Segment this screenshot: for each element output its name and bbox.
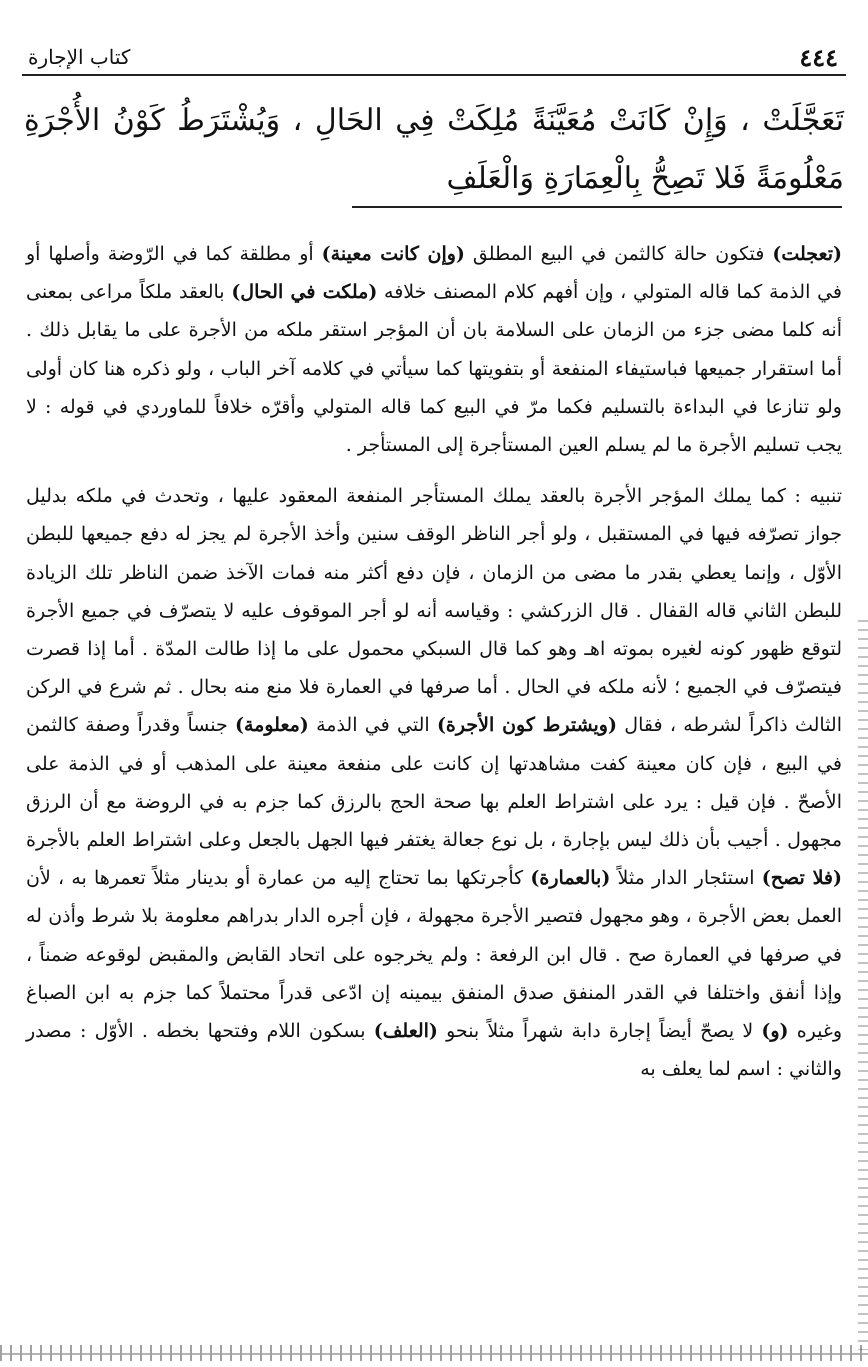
running-title: كتاب الإجارة [28,45,131,69]
matn-separator-rule [352,206,842,208]
bold-quoted-matn: (ملكت في الحال) [231,281,378,304]
commentary-text: بسكون اللام وفتحها بخطه . الأوّل : مصدر والثاني : اسم لما يعلف به [26,1020,842,1081]
bold-quoted-matn: (تعجلت) [772,243,842,265]
matn-text: تَعَجَّلَتْ ، وَإِنْ كَانَتْ مُعَيَّنَةً مُلِكَتْ فِي الحَالِ ، وَيُشْتَرَطُ كَوْنُ الأُجْرَةِ مَعْلُومَةً فَلا تَصِحُّ بِالْعِمَارَةِ وَالْعَلَفِ [24,103,844,196]
bold-quoted-matn: (ويشترط كون الأجرة) [436,714,617,737]
decorative-side-border [858,620,868,1350]
page-number: ٤٤٤ [799,42,838,72]
bold-quoted-matn: (بالعمارة) [530,867,611,890]
commentary-text: أو مطلقة كما في الرّوضة وأصلها أو في الذمة كما قاله المتولي ، وإن أفهم كلام المصنف خلافه [26,243,842,304]
bold-quoted-matn: (فلا تصح) [761,867,843,890]
commentary [26,235,842,1088]
page-header [22,40,846,76]
bold-quoted-matn: (وإن كانت معينة) [321,243,465,265]
commentary-text: بالعقد ملكاً مراعى بمعنى أنه كلما مضى جزء من الزمان على السلامة بان أن المؤجر استقر ملكه من الأجرة على ما يقابل ذلك . أما استقرار جميعها فباستيفاء المنفعة أو بتفويتها كما سيأتي في كلامه آخر الباب ، ولو ذكره هنا كان أولى ولو تنازعا في البداءة بالتسليم فكما مرّ في البيع كما قاله المتولي وأقرّه خلافاً للماوردي في قوله : لا يجب تسليم الأجرة ما لم يسلم العين المستأجرة إلى المستأجر . [26,281,842,457]
commentary-text: لا يصحّ أيضاً إجارة دابة شهراً مثلاً بنحو [437,1020,762,1043]
commentary-text: تنبيه : كما يملك المؤجر الأجرة بالعقد يملك المستأجر المنفعة المعقود عليها ، وتحدث في ملكه بدليل جواز تصرّفه فيها في المستقبل ، ولو أجر الناظر الوقف سنين وأخذ الأجرة لم يجز له دفع جميعها للبطن الأوّل ، وإنما يعطي بقدر ما مضى من الزمان ، فإن دفع أكثر منه فمات الآخذ ضمن الناظر تلك الزيادة للبطن الثاني قاله القفال . قال الزركشي : وقياسه أنه لو أجر الموقوف عليه لا يتصرّف في جميع الأجرة لتوقع ظهور كونه لغيره بموته اهـ وهو كما قال السبكي محمول على ما إذا طالت المدّة . أما إذا قصرت فيتصرّف في الجميع ؛ لأنه ملكه في الحال . أما صرفها في العمارة فلا منع منه بحال . ثم شرع في الركن الثالث ذاكراً لشرطه ، فقال [26,485,842,737]
commentary-text: جنساً وقدراً وصفة كالثمن في البيع ، فإن كان معينة كفت مشاهدتها إن كانت على منفعة معينة على المذهب أو في الذمة على الأصحّ . فإن قيل : يرد على اشتراط العلم بها صحة الحج بالرزق كما جزم به في الروضة مع أن الرزق مجهول . أجيب بأن ذلك ليس بإجارة ، بل نوع جعالة يغتفر فيها الجهل بالجعل وعلى اشتراط العلم بالأجرة [26,714,842,852]
bold-quoted-matn: (العلف) [373,1020,438,1043]
commentary-paragraph-2 [26,477,842,1088]
commentary-paragraph-1 [26,235,842,464]
commentary-text: التي في الذمة [308,714,437,737]
commentary-text: كأجرتكها بما تحتاج إليه من عمارة أو بدينار مثلاً تعمرها به ، لأن العمل بعض الأجرة ، وهو مجهول فتصير الأجرة مجهولة ، فإن أجره الدار بدراهم معلومة بلا شرط وأذن له في صرفها في العمارة صح . قال ابن الرفعة : ولم يخرجوه على اتحاد القابض والمقبض لوقوعه ضمناً ، وإذا أنفق واختلفا في القدر المنفق صدق المنفق بيمينه إن ادّعى قدراً محتملاً كما جزم به ابن الصباغ وغيره [26,867,843,1043]
decorative-bottom-border [0,1345,868,1361]
bold-quoted-matn: (و) [761,1020,789,1043]
bold-quoted-matn: (معلومة) [235,714,309,737]
commentary-text: فتكون حالة كالثمن في البيع المطلق [464,243,773,265]
commentary-text: استئجار الدار مثلاً [610,867,762,890]
